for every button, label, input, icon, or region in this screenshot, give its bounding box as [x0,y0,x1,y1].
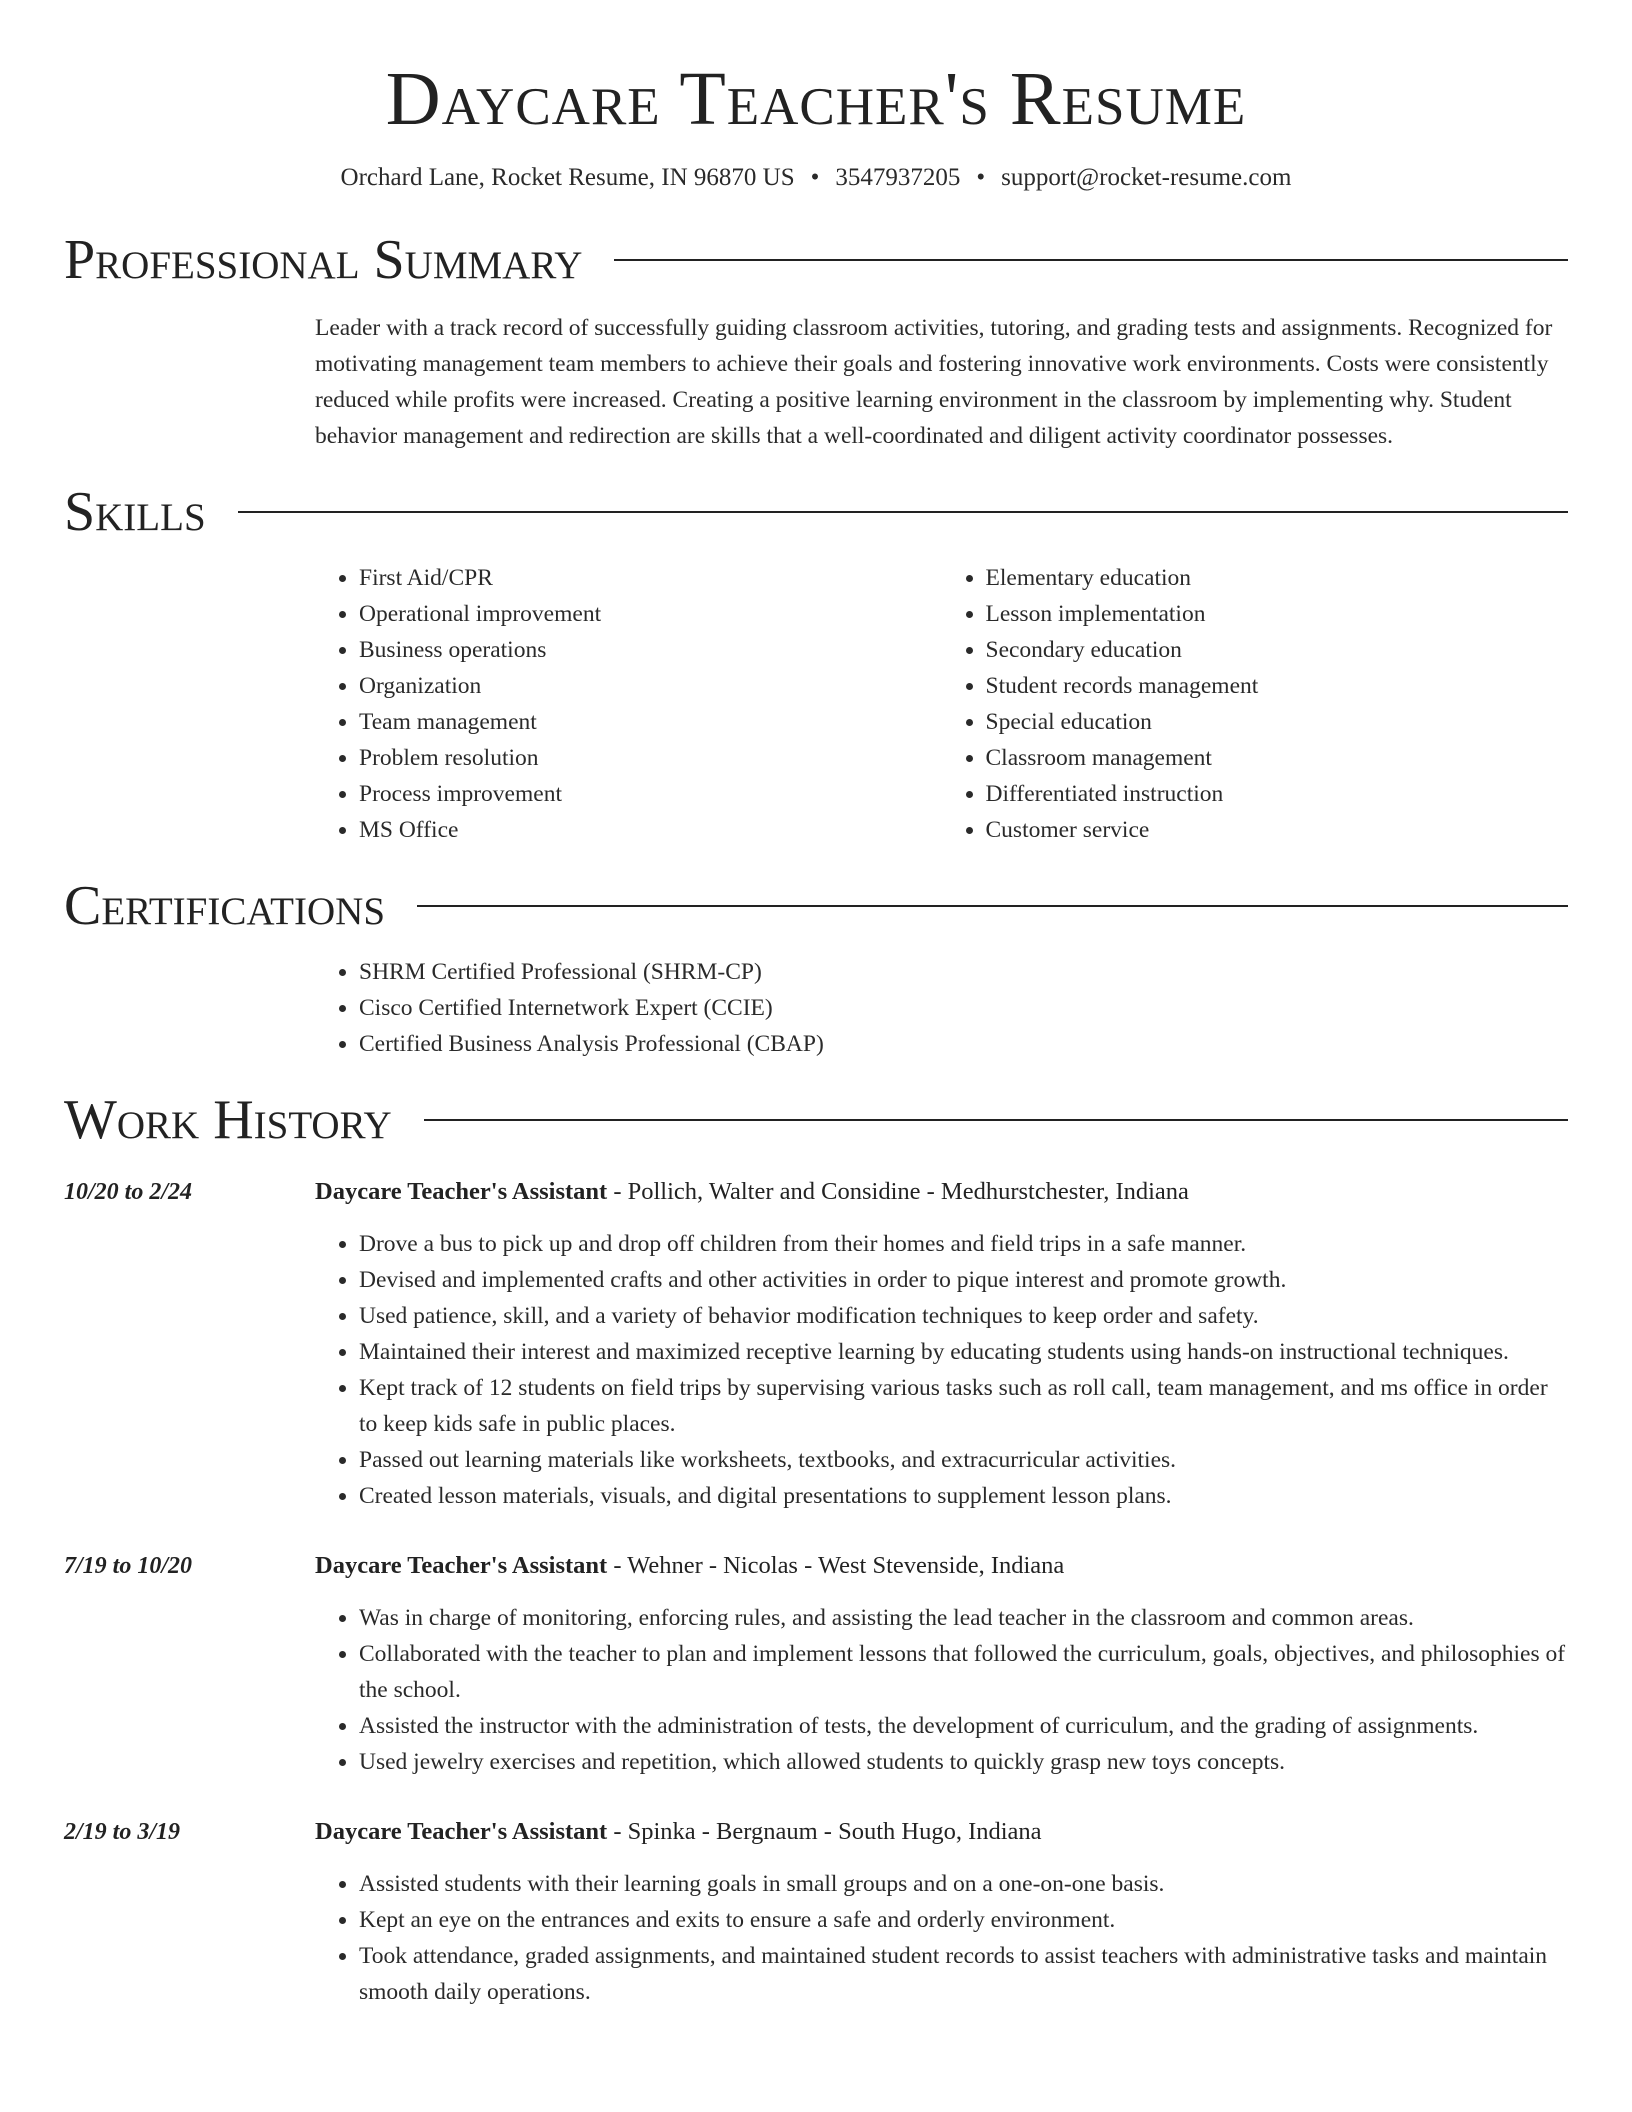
skill-item: • Customer service [986,812,1569,848]
skill-item: • Special education [986,704,1569,740]
job-bullet: • Kept track of 12 students on field trips by supervising various tasks such as roll call, team management, and ms office in order to keep kids safe in public places. [359,1370,1568,1442]
section-divider [614,259,1568,261]
skill-item: • Secondary education [986,632,1569,668]
job-entry [64,1814,1568,2010]
job-bullet: • Kept an eye on the entrances and exits to ensure a safe and orderly environment. [359,1902,1568,1938]
job-employer: - Spinka - Bergnaum - South Hugo, Indiana [607,1817,1042,1845]
job-heading [315,1174,1568,1210]
job-bullet: • Collaborated with the teacher to plan and implement lessons that followed the curriculum, goals, objectives, and philosophies of the school. [359,1636,1568,1708]
skills-section-header [64,480,1568,543]
job-bullet: • Assisted the instructor with the administration of tests, the development of curriculum, and the grading of assignments. [359,1708,1568,1744]
skill-item: • Differentiated instruction [986,776,1569,812]
certification-item: • SHRM Certified Professional (SHRM-CP) [359,954,1568,990]
skill-item: • Problem resolution [359,740,942,776]
job-bullet: • Used patience, skill, and a variety of behavior modification techniques to keep order and safety. [359,1298,1568,1334]
contact-address: Orchard Lane, Rocket Resume, IN 96870 US [340,163,795,191]
job-bullet: • Devised and implemented crafts and other activities in order to pique interest and promote growth. [359,1262,1568,1298]
job-bullet: • Assisted students with their learning goals in small groups and on a one-on-one basis. [359,1866,1568,1902]
work-heading: Work History [64,1088,392,1151]
job-bullet: • Passed out learning materials like worksheets, textbooks, and extracurricular activities. [359,1442,1568,1478]
skills-list-right [942,560,1569,848]
section-divider [424,1119,1568,1121]
certification-item: • Cisco Certified Internetwork Expert (CCIE) [359,990,1568,1026]
job-details [315,1814,1568,2010]
job-employer: - Pollich, Walter and Considine - Medhurstchester, Indiana [607,1177,1189,1205]
job-dates: 7/19 to 10/20 [64,1552,193,1579]
job-bullet: • Took attendance, graded assignments, and maintained student records to assist teachers with administrative tasks and maintain smooth daily operations. [359,1938,1568,2010]
job-title: Daycare Teacher's Assistant [315,1551,608,1579]
skill-item: • Classroom management [986,740,1569,776]
job-bullet: • Used jewelry exercises and repetition, which allowed students to quickly grasp new toys concepts. [359,1744,1568,1780]
skills-list-left [315,560,942,848]
summary-section-header [64,228,1568,291]
skill-item: • Business operations [359,632,942,668]
job-entry [64,1548,1568,1780]
skill-item: • Organization [359,668,942,704]
resume-title: Daycare Teacher's Resume [385,57,1247,141]
skill-item: • Lesson implementation [986,596,1569,632]
job-bullet: • Created lesson materials, visuals, and digital presentations to supplement lesson plans. [359,1478,1568,1514]
job-bullets [315,1600,1568,1780]
skill-item: • Operational improvement [359,596,942,632]
job-bullets [315,1866,1568,2010]
job-dates: 10/20 to 2/24 [64,1178,193,1205]
contact-phone: 3547937205 [835,163,961,191]
job-details [315,1548,1568,1780]
certifications-heading: Certifications [64,874,386,937]
skill-item: • First Aid/CPR [359,560,942,596]
work-history-list [64,1174,1568,2010]
job-title: Daycare Teacher's Assistant [315,1177,608,1205]
job-entry [64,1174,1568,1514]
job-bullet: • Was in charge of monitoring, enforcing rules, and assisting the lead teacher in the classroom and common areas. [359,1600,1568,1636]
job-title: Daycare Teacher's Assistant [315,1817,608,1845]
contact-email: support@rocket-resume.com [1001,163,1292,191]
contact-separator: • [810,163,820,191]
job-bullets [315,1226,1568,1514]
job-heading [315,1814,1568,1850]
contact-separator: • [976,163,986,191]
certifications-section-header [64,874,1568,937]
skill-item: • Student records management [986,668,1569,704]
work-section-header [64,1088,1568,1151]
certifications-list [315,954,1568,1062]
skills-columns [315,560,1568,848]
job-dates: 2/19 to 3/19 [64,1818,181,1845]
skill-item: • Elementary education [986,560,1569,596]
skill-item: • Process improvement [359,776,942,812]
contact-line [64,164,1568,192]
job-bullet: • Maintained their interest and maximized receptive learning by educating students using hands-on instructional techniques. [359,1334,1568,1370]
section-divider [417,905,1568,907]
job-details [315,1174,1568,1514]
skill-item: • Team management [359,704,942,740]
summary-heading: Professional Summary [64,228,583,291]
job-heading [315,1548,1568,1584]
section-divider [238,511,1568,513]
skill-item: • MS Office [359,812,942,848]
skills-heading: Skills [64,480,206,543]
certification-item: • Certified Business Analysis Professional (CBAP) [359,1026,1568,1062]
job-employer: - Wehner - Nicolas - West Stevenside, Indiana [607,1551,1065,1579]
summary-text: Leader with a track record of successfully guiding classroom activities, tutoring, and grading tests and assignments. Recognized for motivating management team members to achieve their goals and fostering innovative work environments. Costs were consistently reduced while profits were increased. Creating a positive learning environment in the classroom by implementing why. Student behavior management and redirection are skills that a well-coordinated and diligent activity coordinator possesses. [315,314,1553,449]
certifications-block [315,954,1568,1062]
job-bullet: • Drove a bus to pick up and drop off children from their homes and field trips in a safe manner. [359,1226,1568,1262]
